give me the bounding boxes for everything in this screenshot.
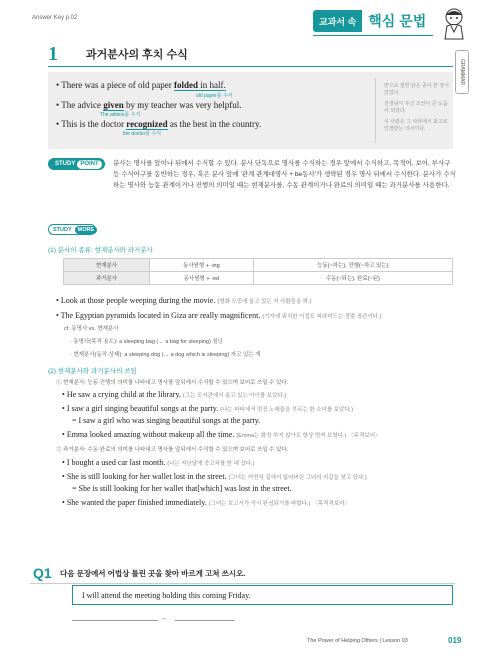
study-more-badge: STUDY MORE (48, 224, 96, 235)
table-cell: 능동(~하는), 진행(~하고 있는) (253, 259, 452, 272)
table-row (64, 272, 453, 285)
question-number: Q1 (33, 565, 52, 581)
example-annotation: The advice를 수식 (100, 112, 141, 118)
example-sentence: = She is still looking for her wallet that[which] was lost in the street. (72, 484, 292, 493)
table-row (64, 259, 453, 272)
example-sentence: • This is the doctor recognized as the best in the country. (56, 119, 262, 129)
cf-heading: cf. 동명사 vs. 현재분사 (64, 326, 119, 332)
question-sentence-box: I will attend the meeting holding this coming Friday. (72, 585, 453, 605)
table-cell: 동사원형 + -ing (150, 259, 254, 272)
section-number: 1 (48, 43, 58, 65)
mascot-icon (438, 6, 470, 40)
study-more-subheading: (2) 현재분사와 과거분사의 쓰임 (48, 368, 137, 375)
answer-key-ref: Answer Key p.02 (32, 15, 78, 21)
table-cell: 현재분사 (64, 259, 150, 272)
answer-blank-correct[interactable] (175, 620, 235, 621)
header-rule (313, 35, 433, 36)
example-annotation: old paper를 수식 (196, 93, 233, 99)
cf-item: · 동명사(목적·용도): a sleeping bag (→ a bag for sleeping) 침낭 (70, 339, 223, 345)
table-cell: 수동(~되는), 완료(~된) (253, 272, 452, 285)
grammar-side-tab[interactable]: GRAMMAR (455, 50, 469, 94)
example-sentence: • She wanted the paper finished immediately. (그녀는 보고서가 즉시 완성되기를 바랐다.) 〈목적격보어〉 (62, 498, 350, 507)
example-sentence: • Look at those people weeping during the movie. (영화 도중에 울고 있는 저 사람들을 봐.) (56, 296, 312, 305)
section-title: 과거분사의 후치 수식 (86, 49, 188, 61)
example-translation: 선생님이 주신 조언이 큰 도움이 되었다. (384, 101, 448, 114)
page-number: 019 (448, 636, 462, 645)
example-sentence: • I saw a girl singing beautiful songs at the party. (나는 파티에서 멋진 노래들을 부르는 한 소녀를 보았다.) (62, 404, 354, 413)
example-sentence: • There was a piece of old paper folded in half. (56, 80, 226, 90)
cf-item: · 현재분사(동작·상태): a sleeping dog (→ a dog which is sleeping) 자고 있는 개 (70, 352, 261, 358)
participle-table (63, 258, 453, 285)
table-cell: 동사원형 + -ed (150, 272, 254, 285)
chapter-tab-title: 핵심 문법 (368, 13, 427, 29)
answer-blank-wrong[interactable] (72, 620, 158, 621)
footer-text: The Power of Helping Others | Lesson 03 (307, 638, 408, 644)
example-sentence: • The Egyptian pyramids located in Giza are really magnificent. (기자에 위치한 이집트 피라미드는 정말 장관이다.) (56, 311, 382, 320)
example-sentence: • I bought a used car last month. (나는 지난달에 중고차를 한 대 샀다.) (62, 458, 255, 467)
usage-heading: ① 현재분사: 능동·진행의 의미를 나타내고 명사를 앞뒤에서 수식할 수 있으며 보어로 쓰일 수 있다. (56, 380, 289, 386)
example-sentence: • The advice given by my teacher was very helpful. (56, 100, 242, 110)
example-annotation: the doctor를 수식 (123, 131, 162, 137)
example-sentence: = I saw a girl who was singing beautiful songs at the party. (72, 416, 261, 425)
example-sentence: • He saw a crying child at the library. (그는 도서관에서 울고 있는 아이를 보았다.) (62, 390, 287, 399)
question-prompt: 다음 문장에서 어법상 틀린 곳을 찾아 바르게 고쳐 쓰시오. (60, 569, 246, 578)
example-translation: 이 사람은 그 나라에서 최고로 인정받는 의사이다. (384, 119, 448, 132)
example-sentence: • Emma looked amazing without makeup all the time. (Emma는 화장 하지 않아도 항상 멋져 보였다.) 〈주격보어〉 (62, 430, 381, 439)
study-point-text: 분사는 명사를 앞이나 뒤에서 수식할 수 있다. 분사 단독으로 명사를 수식하는 경우 앞에서 수식하고, 목적어, 보어, 부사구 등 수식어구를 동반하는 경우, 혹은 분사 앞에 '관계 관계대명사 + be동사'가 생략된 경우 명사 뒤에서 수식한다. 분사가 수식하는 명사와 능동 관계이거나 진행의 의미일 때는 현재분사를, 수동 관계이거나 완료의 의미일 때는 과거분사를 사용한다. (113, 160, 456, 189)
example-divider (375, 78, 376, 143)
arrow-icon: → (160, 615, 167, 622)
section-rule (48, 66, 453, 67)
example-sentence: • She is still looking for her wallet lost in the street. (그녀는 여전히 길에서 잃어버린 그녀의 지갑을 찾고 있다.) (62, 472, 367, 481)
usage-heading: ② 과거분사: 수동·완료의 의미를 나타내고 명사를 앞뒤에서 수식할 수 있으며 보어로 쓰일 수 있다. (56, 447, 289, 453)
table-cell: 과거분사 (64, 272, 150, 285)
question-rule (30, 583, 455, 584)
study-point-badge: STUDY POINT (48, 158, 105, 170)
example-translation: 반으로 접힌 낡은 종이 한 장이 있었다. (384, 83, 449, 96)
chapter-tab-small: 교과서 속 (313, 10, 362, 32)
study-more-subheading: (1) 분사의 종류: 현재분사와 과거분사 (48, 247, 153, 254)
